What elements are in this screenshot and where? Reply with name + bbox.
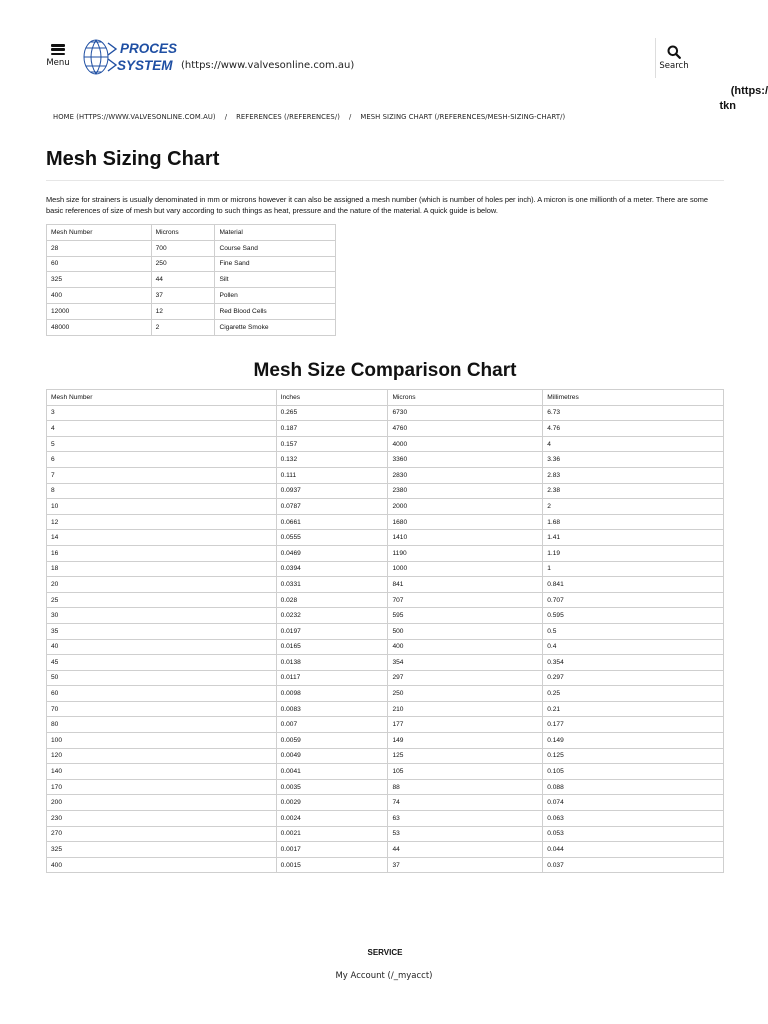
table-header-cell: Mesh Number [47, 390, 277, 406]
table-cell: 6 [47, 452, 277, 468]
table-cell: 48000 [47, 319, 152, 335]
table-cell: 4.76 [543, 421, 724, 437]
search-icon [667, 45, 681, 59]
table-cell: 7 [47, 467, 277, 483]
table-cell: 37 [388, 857, 543, 873]
table-cell: 4 [543, 436, 724, 452]
table-row [47, 592, 724, 608]
table-row [47, 421, 724, 437]
table-cell: 0.0035 [276, 779, 388, 795]
table-cell: 2.38 [543, 483, 724, 499]
table-cell: 2380 [388, 483, 543, 499]
table-cell: 354 [388, 655, 543, 671]
table-row [47, 608, 724, 624]
table-cell: 0.0394 [276, 561, 388, 577]
table-row [47, 733, 724, 749]
table-cell: 12 [47, 514, 277, 530]
table-cell: 0.0117 [276, 670, 388, 686]
table-header-cell: Microns [388, 390, 543, 406]
table-cell: 80 [47, 717, 277, 733]
table-cell: 4000 [388, 436, 543, 452]
svg-text:PROCES: PROCES [120, 41, 178, 56]
table-row [47, 436, 724, 452]
table-cell: 0.0469 [276, 545, 388, 561]
table-cell: 0.125 [543, 748, 724, 764]
table-cell: 1 [543, 561, 724, 577]
table-cell: 0.0024 [276, 811, 388, 827]
table-cell: 4760 [388, 421, 543, 437]
table-cell: 10 [47, 499, 277, 515]
table-cell: 18 [47, 561, 277, 577]
table-cell: 1680 [388, 514, 543, 530]
table-cell: Course Sand [215, 240, 336, 256]
table-row [47, 240, 336, 256]
table-cell: 0.132 [276, 452, 388, 468]
footer-service-heading: SERVICE [367, 948, 403, 957]
table-cell: 2830 [388, 467, 543, 483]
table-cell: 140 [47, 764, 277, 780]
menu-button[interactable] [44, 44, 72, 68]
table-cell: 0.0138 [276, 655, 388, 671]
table-cell: 0.0937 [276, 483, 388, 499]
table-cell: 500 [388, 623, 543, 639]
table-cell: 0.149 [543, 733, 724, 749]
table-cell: 250 [388, 686, 543, 702]
table-cell: 0.157 [276, 436, 388, 452]
table-cell: 250 [151, 256, 215, 272]
table-header-row [47, 225, 336, 241]
table-row [47, 857, 724, 873]
table-cell: 1.41 [543, 530, 724, 546]
overflow-link-line1: (https:/ [730, 85, 768, 97]
table-cell: 1410 [388, 530, 543, 546]
svg-text:SYSTEM: SYSTEM [117, 58, 173, 73]
table-cell: 177 [388, 717, 543, 733]
table-cell: 0.0059 [276, 733, 388, 749]
page-title: Mesh Sizing Chart [46, 148, 220, 170]
table-cell: 0.0083 [276, 701, 388, 717]
table-cell: 4 [47, 421, 277, 437]
table-row [47, 256, 336, 272]
table-row [47, 623, 724, 639]
table-cell: 20 [47, 577, 277, 593]
table-row [47, 272, 336, 288]
table-cell: 230 [47, 811, 277, 827]
table-cell: 0.177 [543, 717, 724, 733]
table-header-cell: Millimetres [543, 390, 724, 406]
table-cell: 53 [388, 826, 543, 842]
table-row [47, 561, 724, 577]
table-row [47, 499, 724, 515]
table-cell: 60 [47, 256, 152, 272]
table-cell: 0.0098 [276, 686, 388, 702]
table-cell: 595 [388, 608, 543, 624]
table-cell: 0.0165 [276, 639, 388, 655]
table-cell: 200 [47, 795, 277, 811]
table-cell: 3 [47, 405, 277, 421]
table-row [47, 655, 724, 671]
table-cell: 210 [388, 701, 543, 717]
table-cell: 0.5 [543, 623, 724, 639]
table-cell: 0.074 [543, 795, 724, 811]
table-cell: 125 [388, 748, 543, 764]
table-cell: 149 [388, 733, 543, 749]
table-cell: 2000 [388, 499, 543, 515]
table-row [47, 670, 724, 686]
table-cell: 0.0197 [276, 623, 388, 639]
hamburger-icon [51, 44, 65, 55]
table-cell: 35 [47, 623, 277, 639]
table-cell: 14 [47, 530, 277, 546]
table-row [47, 303, 336, 319]
table-row [47, 764, 724, 780]
table-cell: 1.68 [543, 514, 724, 530]
table-cell: 16 [47, 545, 277, 561]
table-cell: 0.0041 [276, 764, 388, 780]
table-cell: 170 [47, 779, 277, 795]
table-cell: 1000 [388, 561, 543, 577]
table-cell: 0.0049 [276, 748, 388, 764]
table-cell: 400 [47, 288, 152, 304]
table-row [47, 319, 336, 335]
table-cell: 1.19 [543, 545, 724, 561]
mesh-sizing-table [46, 224, 336, 336]
table-cell: 0.105 [543, 764, 724, 780]
mesh-comparison-table [46, 389, 724, 873]
table-cell: 28 [47, 240, 152, 256]
breadcrumb [53, 113, 565, 121]
table-cell: 5 [47, 436, 277, 452]
table-row [47, 452, 724, 468]
table-row [47, 717, 724, 733]
table-cell: 88 [388, 779, 543, 795]
table-header-cell: Mesh Number [47, 225, 152, 241]
table-cell: 0.088 [543, 779, 724, 795]
table-row [47, 826, 724, 842]
table-cell: 700 [151, 240, 215, 256]
table-cell: 0.0232 [276, 608, 388, 624]
table-cell: 2.83 [543, 467, 724, 483]
table-header-cell: Microns [151, 225, 215, 241]
table-cell: 841 [388, 577, 543, 593]
table-cell: 8 [47, 483, 277, 499]
search-button[interactable] [657, 45, 691, 71]
table-cell: 30 [47, 608, 277, 624]
table-cell: 400 [47, 857, 277, 873]
table-cell: 0.354 [543, 655, 724, 671]
header-divider [655, 38, 656, 78]
table-cell: 0.841 [543, 577, 724, 593]
table-cell: 0.4 [543, 639, 724, 655]
header-overflow-link[interactable] [694, 84, 768, 114]
table-row [47, 545, 724, 561]
table-cell: 0.0661 [276, 514, 388, 530]
table-row [47, 405, 724, 421]
comparison-chart-title: Mesh Size Comparison Chart [253, 360, 517, 381]
table-cell: 6.73 [543, 405, 724, 421]
table-cell: 270 [47, 826, 277, 842]
table-row [47, 811, 724, 827]
table-cell: 0.0555 [276, 530, 388, 546]
table-cell: 0.037 [543, 857, 724, 873]
table-cell: 0.044 [543, 842, 724, 858]
table-cell: 0.297 [543, 670, 724, 686]
footer-my-account-link[interactable]: My Account (/_myacct) [335, 971, 433, 981]
table-cell: Cigarette Smoke [215, 319, 336, 335]
table-cell: 50 [47, 670, 277, 686]
table-cell: 120 [47, 748, 277, 764]
search-label: Search [659, 61, 689, 71]
menu-label: Menu [46, 58, 70, 68]
intro-paragraph: Mesh size for strainers is usually denominated in mm or microns however it can also be assigned a mesh number (which is number of holes per inch). A micron is one millionth of a meter. There are some basic references of size of mesh but vary according to such things as heat, pressure and the nature of the material. A quick guide is below. [46, 195, 709, 215]
table-header-cell: Inches [276, 390, 388, 406]
table-cell: 0.0017 [276, 842, 388, 858]
table-cell: 0.063 [543, 811, 724, 827]
table-cell: 45 [47, 655, 277, 671]
breadcrumb-separator: / [224, 113, 228, 121]
table-row [47, 842, 724, 858]
logo-link-text[interactable]: (https://www.valvesonline.com.au) [181, 60, 355, 71]
table-cell: 44 [151, 272, 215, 288]
table-cell: 60 [47, 686, 277, 702]
table-cell: 25 [47, 592, 277, 608]
table-row [47, 514, 724, 530]
table-cell: 0.265 [276, 405, 388, 421]
table-cell: 0.053 [543, 826, 724, 842]
table-cell: 0.187 [276, 421, 388, 437]
title-divider [46, 180, 724, 181]
table-cell: 0.028 [276, 592, 388, 608]
table-cell: 6730 [388, 405, 543, 421]
breadcrumb-home-link[interactable]: HOME (HTTPS://WWW.VALVESONLINE.COM.AU) [53, 113, 216, 121]
table-cell: 400 [388, 639, 543, 655]
table-cell: 707 [388, 592, 543, 608]
table-cell: 105 [388, 764, 543, 780]
table-row [47, 748, 724, 764]
table-cell: Silt [215, 272, 336, 288]
table-row [47, 483, 724, 499]
table-cell: Fine Sand [215, 256, 336, 272]
table-cell: Red Blood Cells [215, 303, 336, 319]
table-cell: 3.36 [543, 452, 724, 468]
table-cell: 0.595 [543, 608, 724, 624]
breadcrumb-current-link[interactable]: MESH SIZING CHART (/REFERENCES/MESH-SIZING-CHART/) [360, 113, 566, 121]
table-cell: 0.007 [276, 717, 388, 733]
table-cell: 0.25 [543, 686, 724, 702]
table-cell: 12 [151, 303, 215, 319]
table-cell: 3360 [388, 452, 543, 468]
breadcrumb-separator: / [348, 113, 352, 121]
table-cell: 0.111 [276, 467, 388, 483]
table-row [47, 639, 724, 655]
table-cell: 0.0015 [276, 857, 388, 873]
table-header-row [47, 390, 724, 406]
table-cell: 40 [47, 639, 277, 655]
table-row [47, 577, 724, 593]
table-cell: Pollen [215, 288, 336, 304]
table-cell: 325 [47, 842, 277, 858]
overflow-link-line2: tkn [719, 100, 736, 112]
table-header-cell: Material [215, 225, 336, 241]
table-cell: 0.21 [543, 701, 724, 717]
table-row [47, 530, 724, 546]
table-cell: 37 [151, 288, 215, 304]
table-cell: 297 [388, 670, 543, 686]
table-cell: 325 [47, 272, 152, 288]
table-cell: 44 [388, 842, 543, 858]
table-row [47, 779, 724, 795]
table-cell: 0.0331 [276, 577, 388, 593]
table-cell: 12000 [47, 303, 152, 319]
table-cell: 63 [388, 811, 543, 827]
table-row [47, 686, 724, 702]
table-row [47, 795, 724, 811]
table-cell: 74 [388, 795, 543, 811]
table-row [47, 467, 724, 483]
table-cell: 100 [47, 733, 277, 749]
table-cell: 70 [47, 701, 277, 717]
table-cell: 1190 [388, 545, 543, 561]
process-systems-logo[interactable] [82, 37, 182, 77]
table-cell: 0.0787 [276, 499, 388, 515]
table-cell: 0.707 [543, 592, 724, 608]
table-cell: 0.0029 [276, 795, 388, 811]
breadcrumb-references-link[interactable]: REFERENCES (/REFERENCES/) [236, 113, 340, 121]
table-row [47, 288, 336, 304]
table-cell: 2 [151, 319, 215, 335]
table-cell: 2 [543, 499, 724, 515]
table-cell: 0.0021 [276, 826, 388, 842]
table-row [47, 701, 724, 717]
